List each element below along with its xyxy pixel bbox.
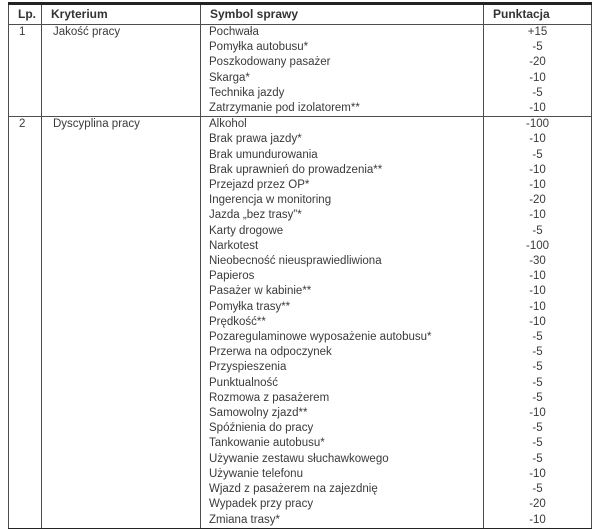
punktacja-cell: -5 xyxy=(484,345,592,360)
score-table xyxy=(8,2,592,529)
punktacja-cell: -5 xyxy=(484,421,592,436)
lp-cell: 2 xyxy=(9,117,42,529)
punktacja-cell: -10 xyxy=(484,269,592,284)
symbol-cell: Karty drogowe xyxy=(201,224,484,239)
punktacja-cell: -5 xyxy=(484,148,592,163)
punktacja-cell: -20 xyxy=(484,193,592,208)
punktacja-cell: -100 xyxy=(484,117,592,133)
punktacja-cell: -5 xyxy=(484,391,592,406)
symbol-cell: Papieros xyxy=(201,269,484,284)
lp-cell: 1 xyxy=(9,25,42,117)
symbol-cell: Przerwa na odpoczynek xyxy=(201,345,484,360)
symbol-cell: Jazda „bez trasy”* xyxy=(201,208,484,223)
punktacja-cell: -5 xyxy=(484,376,592,391)
punktacja-cell: -5 xyxy=(484,40,592,55)
column-header-punktacja: Punktacja xyxy=(484,4,592,25)
symbol-cell: Przejazd przez OP* xyxy=(201,178,484,193)
punktacja-cell: -100 xyxy=(484,239,592,254)
symbol-cell: Pomyłka autobusu* xyxy=(201,40,484,55)
punktacja-cell: -10 xyxy=(484,163,592,178)
punktacja-cell: -20 xyxy=(484,497,592,512)
punktacja-cell: -10 xyxy=(484,284,592,299)
punktacja-cell: -10 xyxy=(484,208,592,223)
symbol-cell: Alkohol xyxy=(201,117,484,133)
punktacja-cell: -10 xyxy=(484,406,592,421)
punktacja-cell: -10 xyxy=(484,513,592,529)
punktacja-cell: -5 xyxy=(484,360,592,375)
symbol-cell: Pochwała xyxy=(201,25,484,41)
punktacja-cell: +15 xyxy=(484,25,592,41)
symbol-cell: Brak uprawnień do prowadzenia** xyxy=(201,163,484,178)
symbol-cell: Ingerencja w monitoring xyxy=(201,193,484,208)
column-header-lp: Lp. xyxy=(9,4,42,25)
table-body xyxy=(9,25,592,529)
punktacja-cell: -10 xyxy=(484,300,592,315)
symbol-cell: Punktualność xyxy=(201,376,484,391)
table-row xyxy=(9,25,592,41)
symbol-cell: Zatrzymanie pod izolatorem** xyxy=(201,101,484,117)
punktacja-cell: -10 xyxy=(484,178,592,193)
punktacja-cell: -30 xyxy=(484,254,592,269)
punktacja-cell: -5 xyxy=(484,224,592,239)
symbol-cell: Technika jazdy xyxy=(201,86,484,101)
symbol-cell: Skarga* xyxy=(201,71,484,86)
punktacja-cell: -5 xyxy=(484,482,592,497)
symbol-cell: Pasażer w kabinie** xyxy=(201,284,484,299)
symbol-cell: Pozaregulaminowe wyposażenie autobusu* xyxy=(201,330,484,345)
symbol-cell: Samowolny zjazd** xyxy=(201,406,484,421)
kryterium-cell: Dyscyplina pracy xyxy=(42,117,201,529)
symbol-cell: Nieobecność nieusprawiedliwiona xyxy=(201,254,484,269)
header-row xyxy=(9,4,592,25)
symbol-cell: Zmiana trasy* xyxy=(201,513,484,529)
symbol-cell: Brak prawa jazdy* xyxy=(201,132,484,147)
symbol-cell: Brak umundurowania xyxy=(201,148,484,163)
symbol-cell: Spóźnienia do pracy xyxy=(201,421,484,436)
symbol-cell: Poszkodowany pasażer xyxy=(201,55,484,70)
symbol-cell: Rozmowa z pasażerem xyxy=(201,391,484,406)
symbol-cell: Wypadek przy pracy xyxy=(201,497,484,512)
punktacja-cell: -10 xyxy=(484,315,592,330)
punktacja-cell: -10 xyxy=(484,71,592,86)
punktacja-cell: -5 xyxy=(484,330,592,345)
symbol-cell: Tankowanie autobusu* xyxy=(201,436,484,451)
table-row xyxy=(9,117,592,133)
column-header-symbol: Symbol sprawy xyxy=(201,4,484,25)
symbol-cell: Pomyłka trasy** xyxy=(201,300,484,315)
punktacja-cell: -5 xyxy=(484,86,592,101)
symbol-cell: Przyspieszenia xyxy=(201,360,484,375)
punktacja-cell: -10 xyxy=(484,467,592,482)
punktacja-cell: -5 xyxy=(484,436,592,451)
symbol-cell: Narkotest xyxy=(201,239,484,254)
punktacja-cell: -5 xyxy=(484,452,592,467)
punktacja-cell: -20 xyxy=(484,55,592,70)
symbol-cell: Wjazd z pasażerem na zajezdnię xyxy=(201,482,484,497)
symbol-cell: Używanie zestawu słuchawkowego xyxy=(201,452,484,467)
column-header-kryterium: Kryterium xyxy=(42,4,201,25)
punktacja-cell: -10 xyxy=(484,132,592,147)
symbol-cell: Prędkość** xyxy=(201,315,484,330)
kryterium-cell: Jakość pracy xyxy=(42,25,201,117)
symbol-cell: Używanie telefonu xyxy=(201,467,484,482)
punktacja-cell: -10 xyxy=(484,101,592,117)
